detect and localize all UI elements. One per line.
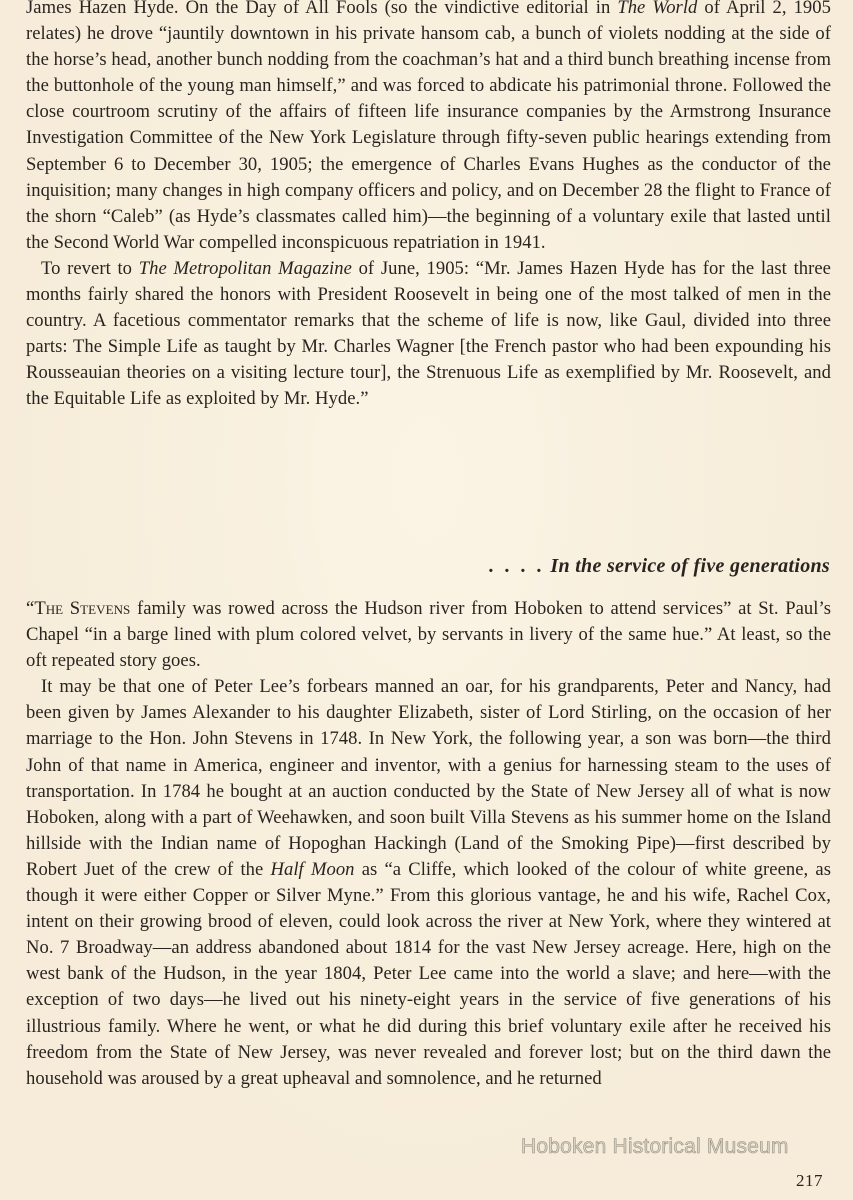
p3-text-c: family was rowed across the Hudson river from Hoboken to attend services” at St. Paul’s Chapel “in a barge lined with plum colored velvet, by servants in livery of the same hue.” At least, so the oft repeated story goes.	[26, 598, 831, 672]
p1-publication-title: The World	[617, 0, 698, 18]
p1-text-a: James Hazen Hyde. On the Day of All Fools (so the vindictive editorial in	[26, 0, 618, 18]
p2-text-c: of June, 1905: “Mr. James Hazen Hyde has for the last three months fairly shared the honors with President Roosevelt in being one of the most talked of men in the country. A facetious commentator remarks that the scheme of life is now, like Gaul, divided into three parts: The Simple Life as taught by Mr. Charles Wagner [the French pastor who had been expounding his Rousseauian theories on a visiting lecture tour], the Strenuous Life as exemplified by Mr. Roosevelt, and the Equitable Life as exploited by Mr. Hyde.”	[26, 257, 831, 410]
top-text-block	[26, 0, 831, 413]
museum-watermark: Hoboken Historical Museum	[521, 1135, 789, 1158]
paragraph-peter-lee	[26, 674, 831, 1092]
p4-text-c: as “a Cliffe, which looked of the colour of white greene, as though it were either Copper or Silver Myne.” From this glorious vantage, he and his wife, Rachel Cox, intent on their growing brood of eleven, could look across the river at New York, where they wintered at No. 7 Broadway—an address abandoned about 1814 for the vast New Jersey acreage. Here, high on the west bank of the Hudson, in the year 1804, Peter Lee came into the world a slave; and here—with the exception of two days—he lived out his ninety-eight years in the service of five generations of his illustrious family. Where he went, or what he did during this brief voluntary exile after he received his freedom from the State of New Jersey, was never revealed and forever lost; but on the third dawn the household was aroused by a great upheaval and somnolence, and he returned	[26, 858, 831, 1089]
heading-text: In the service of five generations	[550, 555, 830, 577]
bottom-text-block	[26, 596, 831, 1092]
p4-text-a: It may be that one of Peter Lee’s forbears manned an oar, for his grandparents, Peter and Nancy, had been given by James Alexander to his daughter Elizabeth, sister of Lord Stirling, on the occasion of her marriage to the Hon. John Stevens in 1748. In New York, the following year, a son was born—the third John of that name in America, engineer and inventor, with a genius for harnessing steam to the uses of transportation. In 1784 he bought at an auction conducted by the State of New Jersey all of what is now Hoboken, along with a part of Weehawken, and soon built Villa Stevens as his summer home on the Island hillside with the Indian name of Hopoghan Hackingh (Land of the Smoking Pipe)—first described by Robert Juet of the crew of the	[26, 676, 831, 880]
p4-ship-name: Half Moon	[270, 858, 355, 880]
paragraph-hyde-day-of-all-fools	[26, 0, 831, 256]
page-number: 217	[796, 1171, 823, 1190]
paragraph-stevens-family	[26, 596, 831, 674]
p2-publication-title: The Metropolitan Magazine	[138, 257, 352, 279]
p2-text-a: To revert to	[41, 257, 139, 279]
paragraph-metropolitan-magazine	[26, 256, 831, 413]
section-heading	[26, 551, 830, 581]
p3-small-caps-lead: The Stevens	[34, 598, 131, 619]
heading-dots: . . . .	[488, 555, 545, 577]
p3-text-a: “	[26, 598, 35, 619]
p1-text-c: of April 2, 1905 relates) he drove “jauntily downtown in his private hansom cab, a bunch of violets nodding at the side of the horse’s head, another bunch nodding from the coachman’s hat and a third bunch breathing incense from the buttonhole of the young man himself,” and was forced to abdicate his patrimonial throne. Followed the close courtroom scrutiny of the affairs of fifteen life insurance companies by the Armstrong Insurance Investigation Committee of the New York Legislature through fifty-seven public hearings extending from September 6 to December 30, 1905; the emergence of Charles Evans Hughes as the conductor of the inquisition; many changes in high company officers and policy, and on December 28 the flight to France of the shorn “Caleb” (as Hyde’s classmates called him)—the beginning of a voluntary exile that lasted until the Second World War compelled inconspicuous repatriation in 1941.	[26, 0, 831, 253]
